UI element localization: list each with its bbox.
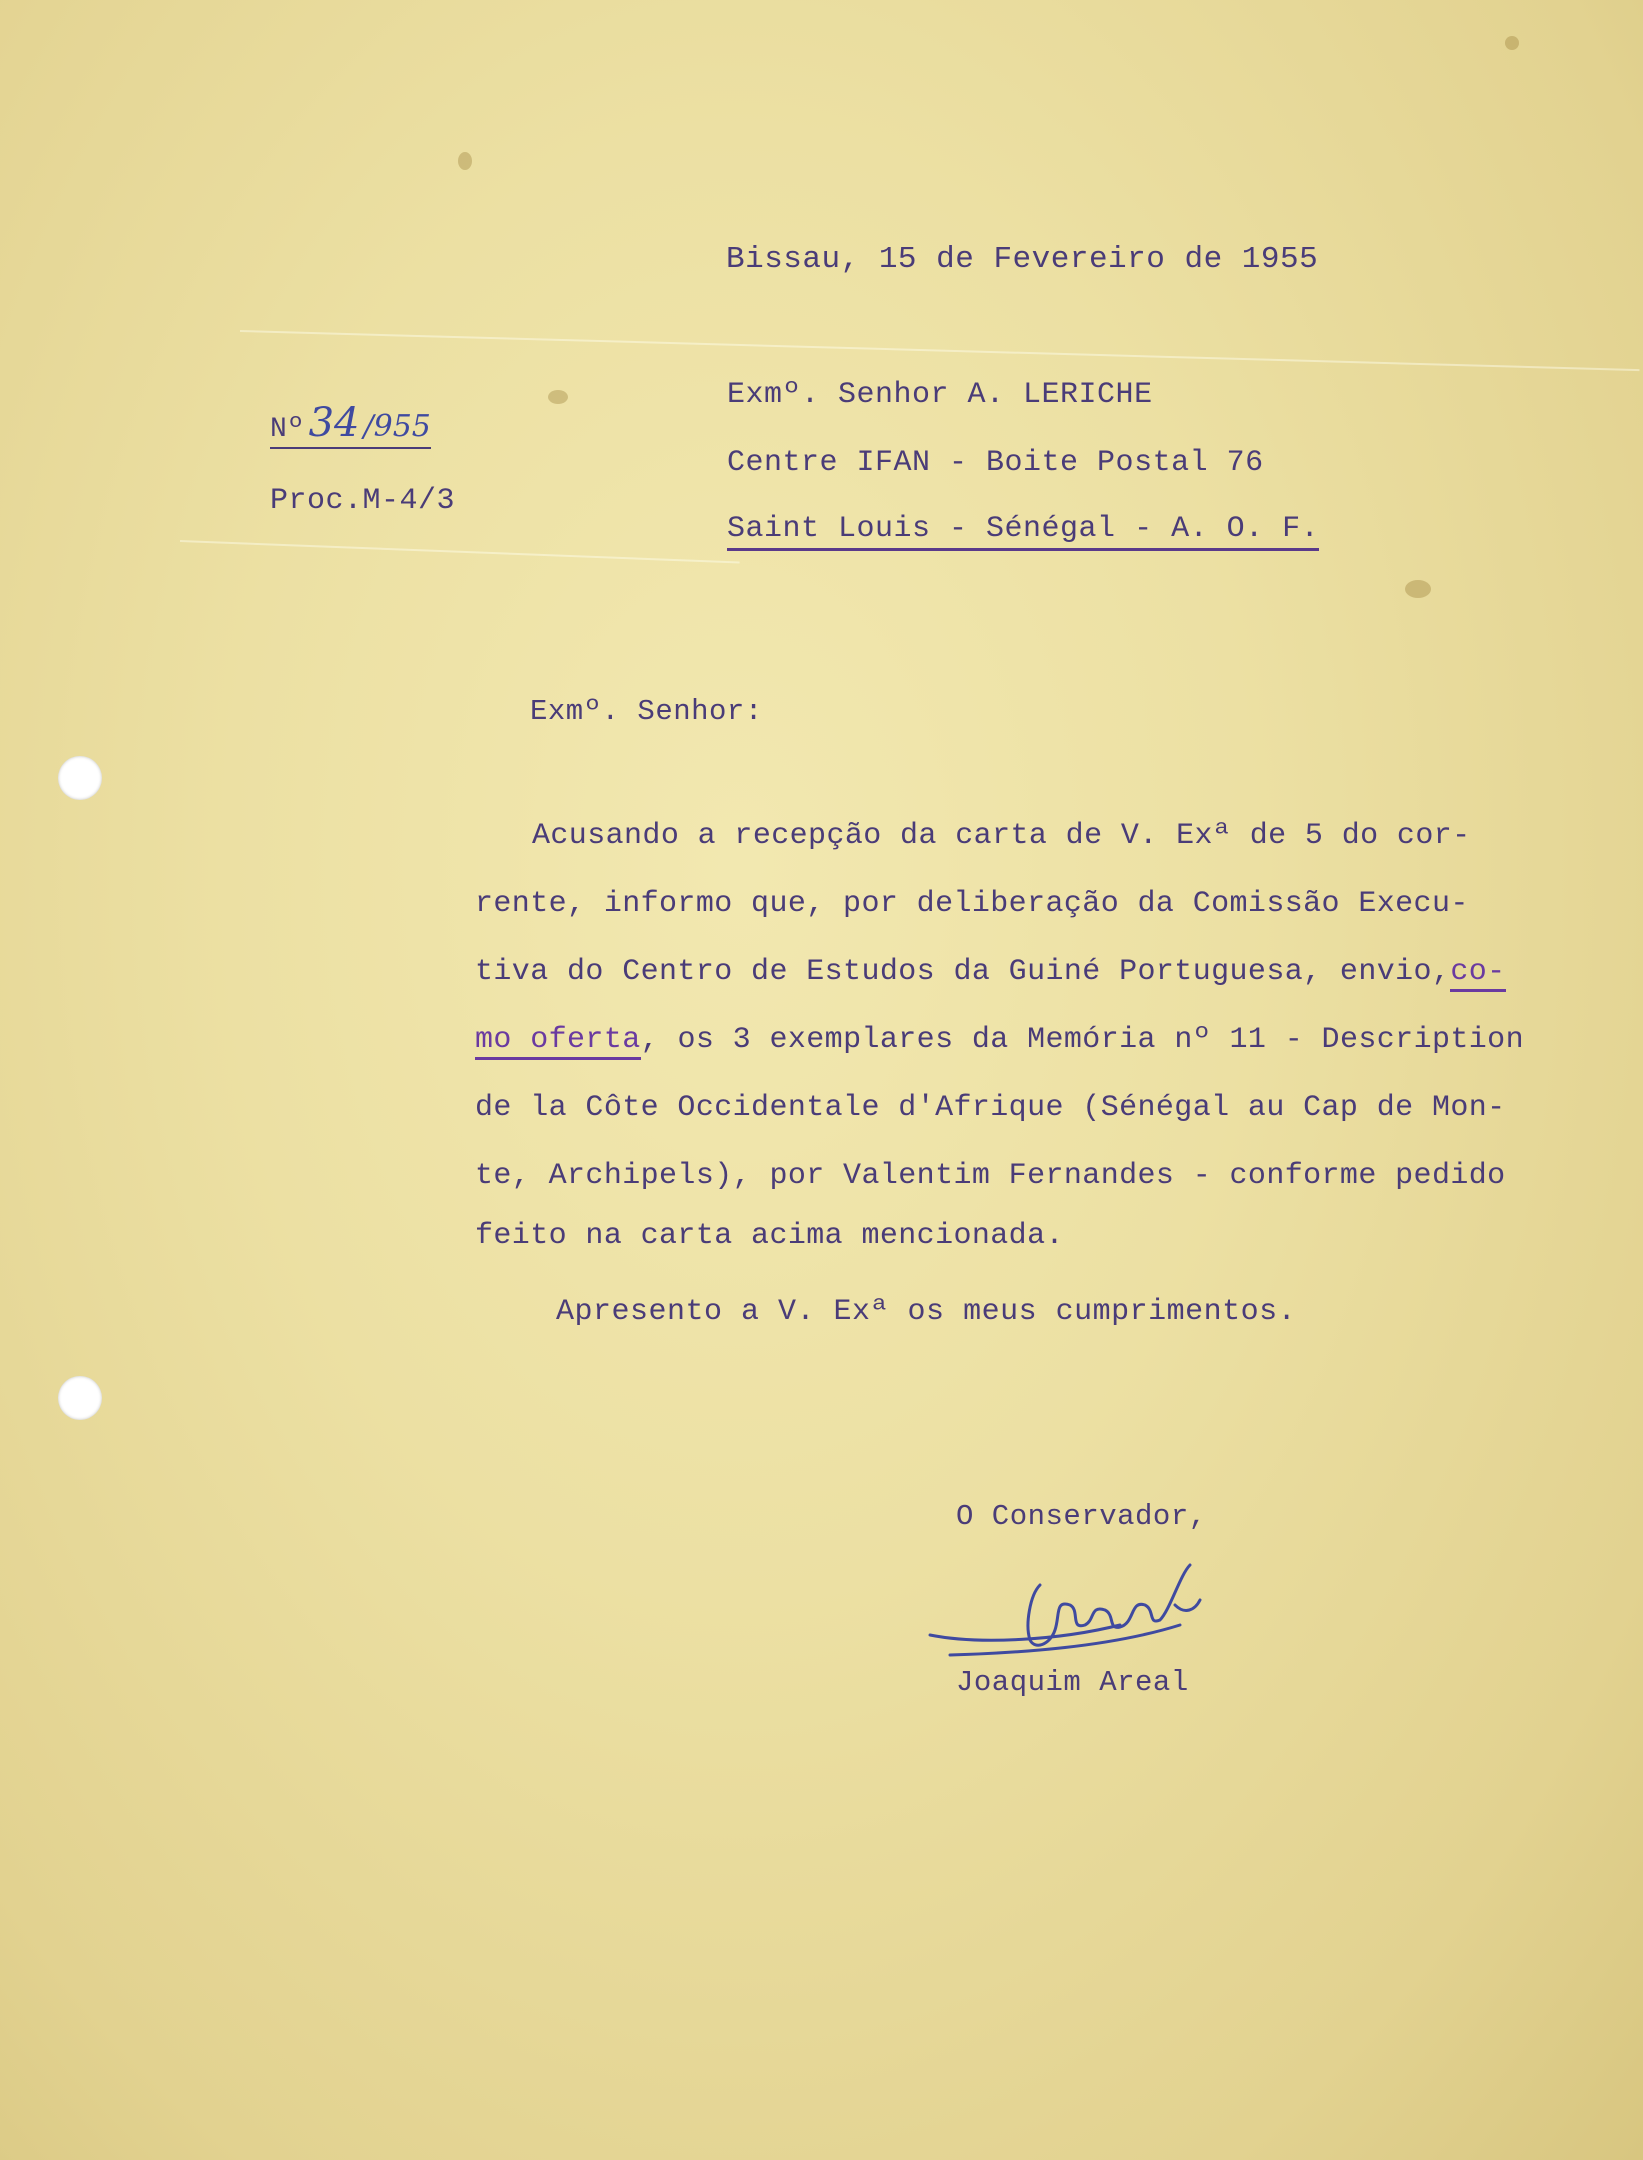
addressee-line-2: Centre IFAN - Boite Postal 76 bbox=[727, 446, 1264, 480]
reference-number-handwritten: 34 bbox=[308, 400, 360, 446]
signatory-name: Joaquim Areal bbox=[956, 1666, 1189, 1699]
handwritten-signature bbox=[920, 1555, 1240, 1675]
body-line-5: de la Côte Occidentale d'Afrique (Sénégal au Cap de Mon- bbox=[475, 1091, 1506, 1125]
reference-number bbox=[270, 400, 431, 449]
body-line-4 bbox=[475, 1023, 1524, 1057]
body-line-6: te, Archipels), por Valentim Fernandes - conforme pedido bbox=[475, 1159, 1506, 1193]
signatory-title: O Conservador, bbox=[956, 1500, 1207, 1533]
body-line-2: rente, informo que, por deliberação da Comissão Execu- bbox=[475, 887, 1469, 921]
body-line-3 bbox=[475, 955, 1506, 989]
body-line-4-text: , os 3 exemplares da Memória nº 11 - Description bbox=[640, 1023, 1524, 1057]
paper-crease bbox=[180, 540, 740, 563]
paper-crease bbox=[240, 330, 1640, 371]
stain-spot bbox=[458, 152, 472, 170]
reference-prefix: Nº bbox=[270, 414, 305, 445]
stain-spot bbox=[548, 390, 568, 404]
punch-hole-bottom bbox=[58, 1376, 102, 1420]
reference-year: /955 bbox=[363, 409, 431, 444]
body-line-3-text: tiva do Centro de Estudos da Guiné Portuguesa, envio, bbox=[475, 955, 1451, 989]
addressee-line-1: Exmº. Senhor A. LERICHE bbox=[727, 378, 1153, 412]
addressee-line-3: Saint Louis - Sénégal - A. O. F. bbox=[727, 512, 1319, 551]
stain-spot bbox=[1405, 580, 1431, 598]
body-line-1: Acusando a recepção da carta de V. Exª de 5 do cor- bbox=[532, 819, 1471, 853]
punch-hole-top bbox=[58, 756, 102, 800]
emphasis-co: co- bbox=[1450, 955, 1505, 992]
body-line-7: feito na carta acima mencionada. bbox=[475, 1219, 1064, 1253]
closing-line: Apresento a V. Exª os meus cumprimentos. bbox=[556, 1295, 1297, 1329]
salutation: Exmº. Senhor: bbox=[530, 695, 763, 728]
stain-spot bbox=[1505, 36, 1519, 50]
emphasis-mo-oferta: mo oferta bbox=[475, 1023, 641, 1060]
date-line: Bissau, 15 de Fevereiro de 1955 bbox=[726, 242, 1319, 277]
process-reference: Proc.M-4/3 bbox=[270, 484, 456, 518]
